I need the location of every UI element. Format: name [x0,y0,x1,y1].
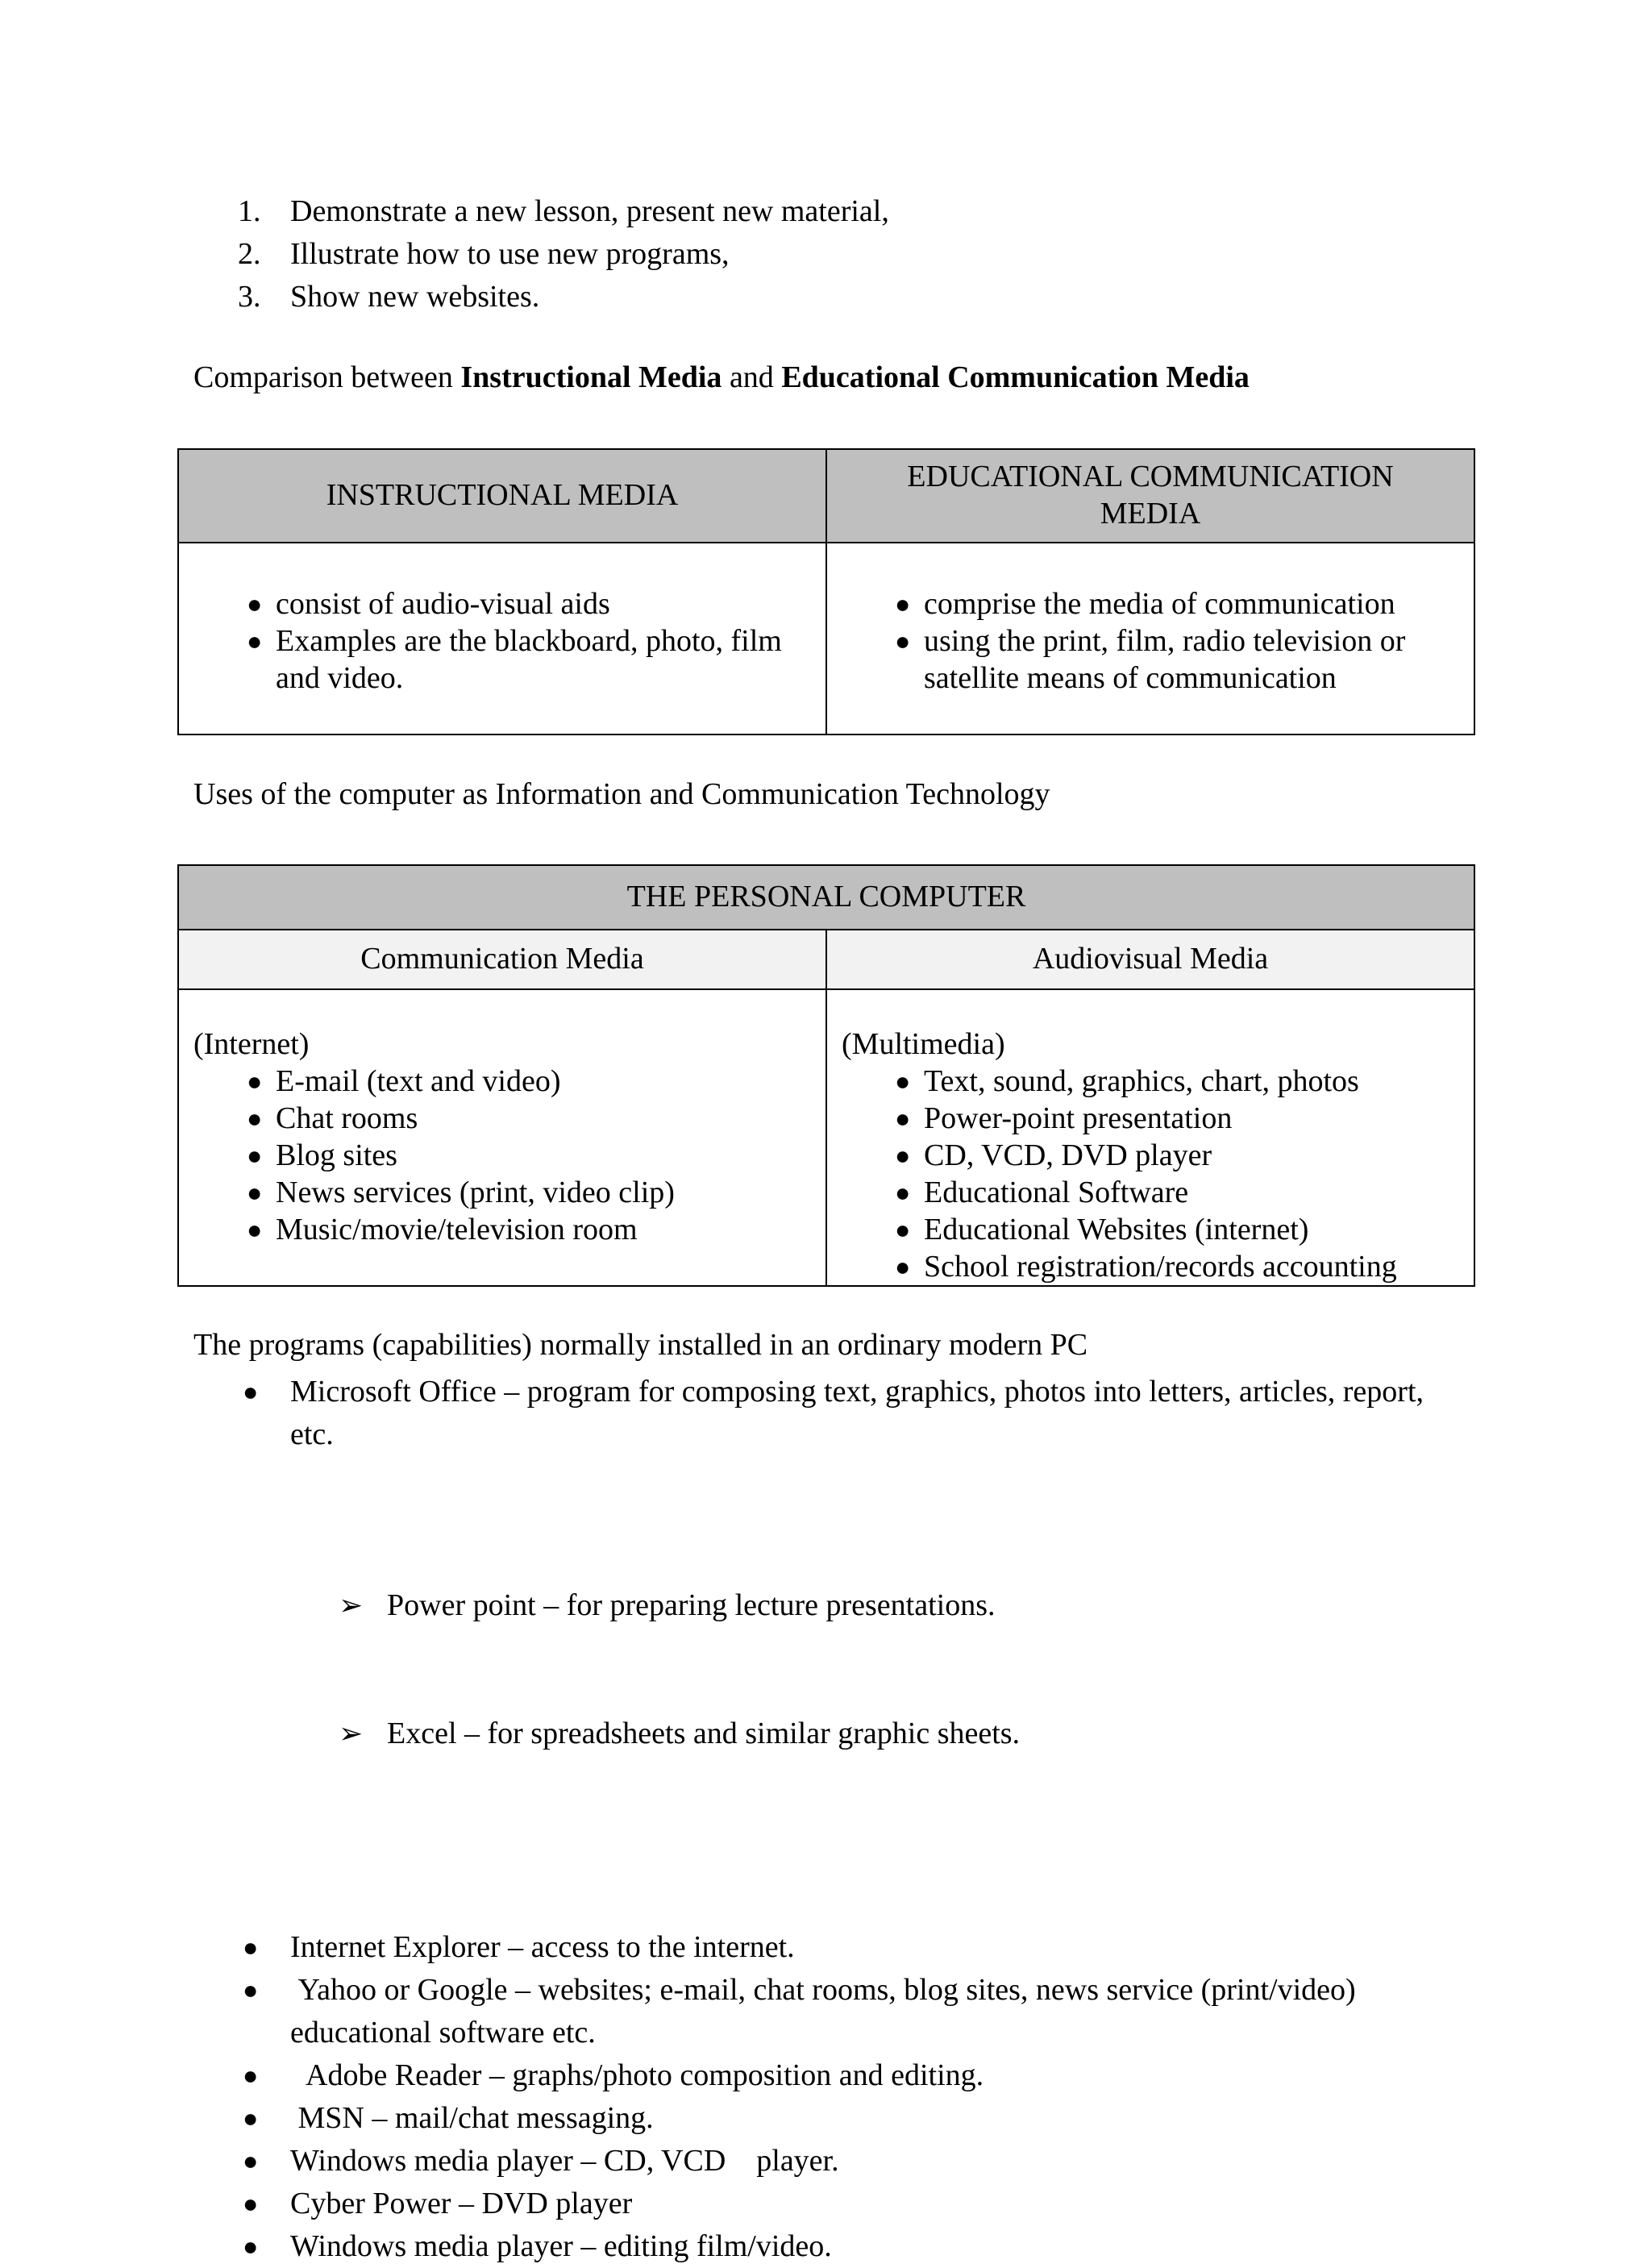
cell-lead-text: (Multimedia) [842,1027,1005,1061]
list-item [179,1211,826,1248]
list-item-text: News services (print, video clip) [276,1176,675,1209]
bullet-icon: ● [243,2061,259,2090]
list-item-text: Chat rooms [276,1101,418,1135]
bullet-icon: ● [243,2232,259,2261]
bullet-icon: ● [895,1104,911,1133]
bullet-icon: ● [243,1377,259,1406]
list-item-text: Music/movie/television room [276,1213,638,1246]
heading-text: Comparison between [193,360,461,394]
list-item-text: using the print, film, radio television or satellite means of communication [924,624,1406,695]
list-item [827,622,1474,697]
table-row [178,989,1474,1286]
media-comparison-table [177,448,1475,735]
arrow-bullet-icon: ➢ [339,1717,364,1750]
list-item-text: MSN – mail/chat messaging. [290,2101,654,2135]
list-item [238,2097,1463,2140]
uses-heading: Uses of the computer as Information and Communication Technology [193,777,1050,811]
communication-media-cell [178,989,826,1286]
table-title-text: THE PERSONAL COMPUTER [626,880,1026,914]
sub-list-item [290,1584,1463,1627]
table-header-row [178,449,1474,543]
list-item [827,1100,1474,1137]
personal-computer-table [177,864,1475,1287]
numbered-list [238,190,889,318]
list-item-text: Power point – for preparing lecture presentations. [387,1588,996,1622]
list-item-text: comprise the media of communication [924,587,1395,621]
header-educational-media [826,449,1474,543]
list-item-text: Power-point presentation [924,1101,1233,1135]
list-item-text: Educational Websites (internet) [924,1213,1309,1246]
bullet-icon: ● [895,626,911,655]
list-item [827,1137,1474,1174]
list-item-text: Cyber Power – DVD player [290,2187,633,2220]
bullet-icon: ● [247,589,263,618]
programs-heading: The programs (capabilities) normally installed in an ordinary modern PC [193,1328,1088,1362]
bullet-list [179,1063,826,1248]
bullet-icon: ● [243,2104,259,2133]
bullet-icon: ● [247,626,263,655]
list-item [179,1174,826,1211]
bullet-icon: ● [243,2146,259,2175]
table-title-row [178,865,1474,930]
audiovisual-media-cell [826,989,1474,1286]
list-item [179,1100,826,1137]
bullet-icon: ● [895,1252,911,1281]
list-item-text: Windows media player – CD, VCD player. [290,2144,839,2178]
list-item [238,276,889,318]
arrow-bullet-icon: ➢ [339,1589,364,1621]
list-item [179,585,826,622]
table-title [178,865,1474,930]
bullet-icon: ● [895,1215,911,1244]
bullet-icon: ● [243,1975,259,2004]
list-item [238,2140,1463,2183]
cell-lead-text: (Internet) [193,1027,310,1061]
list-item-text: Excel – for spreadsheets and similar graphic sheets. [387,1717,1021,1750]
list-item-text: Demonstrate a new lesson, present new material, [290,194,889,228]
list-item-text: Text, sound, graphics, chart, photos [924,1064,1359,1098]
list-item-text: CD, VCD, DVD player [924,1138,1212,1172]
bullet-list [179,585,826,697]
list-item [179,1137,826,1174]
list-item-text: Illustrate how to use new programs, [290,237,730,271]
list-item [238,190,889,233]
list-item-text: School registration/records accounting [924,1250,1397,1284]
list-item [827,585,1474,622]
comparison-heading [193,360,1250,397]
list-item [238,1371,1463,1926]
list-number: 1. [238,194,261,228]
bullet-icon: ● [247,1104,263,1133]
list-item [179,622,826,697]
instructional-media-cell [178,543,826,734]
bullet-icon: ● [247,1141,263,1170]
list-item-text: Adobe Reader – graphs/photo composition and editing. [290,2058,984,2092]
header-label-line1: EDUCATIONAL COMMUNICATION [907,460,1394,494]
list-item [827,1248,1474,1285]
table-header-row [178,930,1474,989]
list-item-text: Windows media player – editing film/video. [290,2229,832,2263]
heading-text: and [722,360,782,394]
bullet-icon: ● [243,2189,259,2218]
list-item-text: consist of audio-visual aids [276,587,610,621]
bullet-icon: ● [895,1141,911,1170]
header-label: Communication Media [360,942,644,976]
list-item-text: Show new websites. [290,280,540,314]
list-number: 2. [238,237,261,271]
list-item-text: Microsoft Office – program for composing text, graphics, photos into letters, articles, report, etc. [290,1375,1432,1451]
table-row [178,543,1474,734]
programs-list [238,1371,1463,2268]
bullet-icon: ● [247,1067,263,1096]
bullet-icon: ● [895,589,911,618]
list-item [827,1063,1474,1100]
bullet-icon: ● [247,1178,263,1207]
bullet-icon: ● [247,1215,263,1244]
list-item [827,1211,1474,1248]
bullet-icon: ● [895,1178,911,1207]
header-label: INSTRUCTIONAL MEDIA [326,478,679,513]
list-item [238,2225,1463,2268]
header-communication-media [178,930,826,989]
list-item [238,2054,1463,2097]
header-instructional-media [178,449,826,543]
list-item-text: Educational Software [924,1176,1189,1209]
header-audiovisual-media [826,930,1474,989]
list-item-text: Examples are the blackboard, photo, film and video. [276,624,782,695]
list-item-text: Yahoo or Google – websites; e-mail, chat rooms, blog sites, news service (print/video) educational software etc. [290,1973,1364,2050]
bullet-icon: ● [243,1933,259,1962]
heading-bold-instructional: Instructional Media [460,360,722,394]
list-item [238,1926,1463,1969]
list-item [238,233,889,276]
list-number: 3. [238,280,261,314]
educational-media-cell [826,543,1474,734]
bullet-list [827,1063,1474,1285]
bullet-list [827,585,1474,697]
list-item [238,1969,1463,2054]
sub-list [290,1499,1463,1841]
bullet-icon: ● [895,1067,911,1096]
sub-list-item [290,1712,1463,1755]
list-item [827,1174,1474,1211]
list-item-text: E-mail (text and video) [276,1064,561,1098]
list-item [238,2183,1463,2225]
header-label: Audiovisual Media [1032,942,1269,976]
header-label-line2: MEDIA [1100,497,1201,531]
heading-bold-educational: Educational Communication Media [781,360,1250,394]
list-item-text: Blog sites [276,1138,397,1172]
list-item [179,1063,826,1100]
list-item-text: Internet Explorer – access to the internet. [290,1930,795,1964]
